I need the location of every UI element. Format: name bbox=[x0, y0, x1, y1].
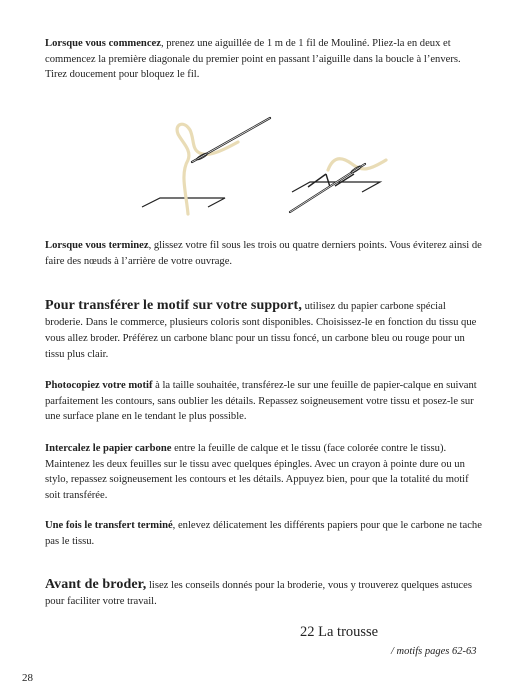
text-photocopy: à la taille souhaitée, transférez-le sur une feuille de papier-calque en suivant parfaitement les contours, sans oublier les détails. Repassez soigneusement votre tissu et posez-le sur une surface plane en le tendant le plus possible. bbox=[45, 380, 477, 423]
lead-before: Avant de broder, bbox=[45, 577, 147, 592]
needle-under-stitch-icon bbox=[290, 159, 386, 212]
paragraph-before bbox=[45, 577, 485, 610]
lead-start: Lorsque vous commencez bbox=[45, 38, 161, 49]
text-carbon: entre la feuille de calque et le tissu (face colorée contre le tissu). Maintenez les deux feuilles sur le tissu avec quelques épingles. Avec un crayon à pointe dure ou un stylo, repassez soigneusement les contours et les détails. Appuyez bien, pour que la totalité du motif soit transférée. bbox=[45, 443, 469, 501]
paragraph-transfer bbox=[45, 298, 485, 363]
paragraph-start bbox=[45, 36, 485, 83]
text-finish: , glissez votre fil sous les trois ou quatre derniers points. Vous éviterez ainsi de faire des nœuds à l’arrière de votre ouvrage. bbox=[45, 240, 482, 267]
needle-illustration bbox=[130, 112, 410, 227]
lead-transfer: Pour transférer le motif sur votre support, bbox=[45, 298, 302, 313]
paragraph-finish bbox=[45, 238, 485, 269]
lead-photocopy: Photocopiez votre motif bbox=[45, 380, 153, 391]
paragraph-photocopy bbox=[45, 378, 485, 425]
project-title: 22 La trousse bbox=[300, 624, 379, 640]
text-done: , enlevez délicatement les différents papiers pour que le carbone ne tache pas le tissu. bbox=[45, 520, 482, 547]
motifs-reference: / motifs pages 62-63 bbox=[391, 646, 477, 657]
lead-finish: Lorsque vous terminez bbox=[45, 240, 149, 251]
page-number: 28 bbox=[22, 672, 33, 684]
lead-done: Une fois le transfert terminé bbox=[45, 520, 173, 531]
lead-carbon: Intercalez le papier carbone bbox=[45, 443, 172, 454]
needle-threading-icon bbox=[142, 118, 270, 214]
text-before: lisez les conseils donnés pour la broderie, vous y trouverez quelques astuces pour faciliter votre travail. bbox=[45, 580, 472, 607]
paragraph-carbon bbox=[45, 441, 485, 503]
text-start: , prenez une aiguillée de 1 m de 1 fil de Mouliné. Pliez-la en deux et commencez la première diagonale du premier point en passant l’aiguille dans la boucle à l’envers. Tirez doucement pour bloquez le fil. bbox=[45, 38, 461, 81]
text-transfer: utilisez du papier carbone spécial broderie. Dans le commerce, plusieurs coloris sont disponibles. Choisissez-le en fonction du tissu que vous allez broder. Préférez un carbone blanc pour un tissu foncé, un carbone bleu ou rouge pour un tissu plus clair. bbox=[45, 301, 477, 360]
paragraph-done bbox=[45, 518, 485, 549]
